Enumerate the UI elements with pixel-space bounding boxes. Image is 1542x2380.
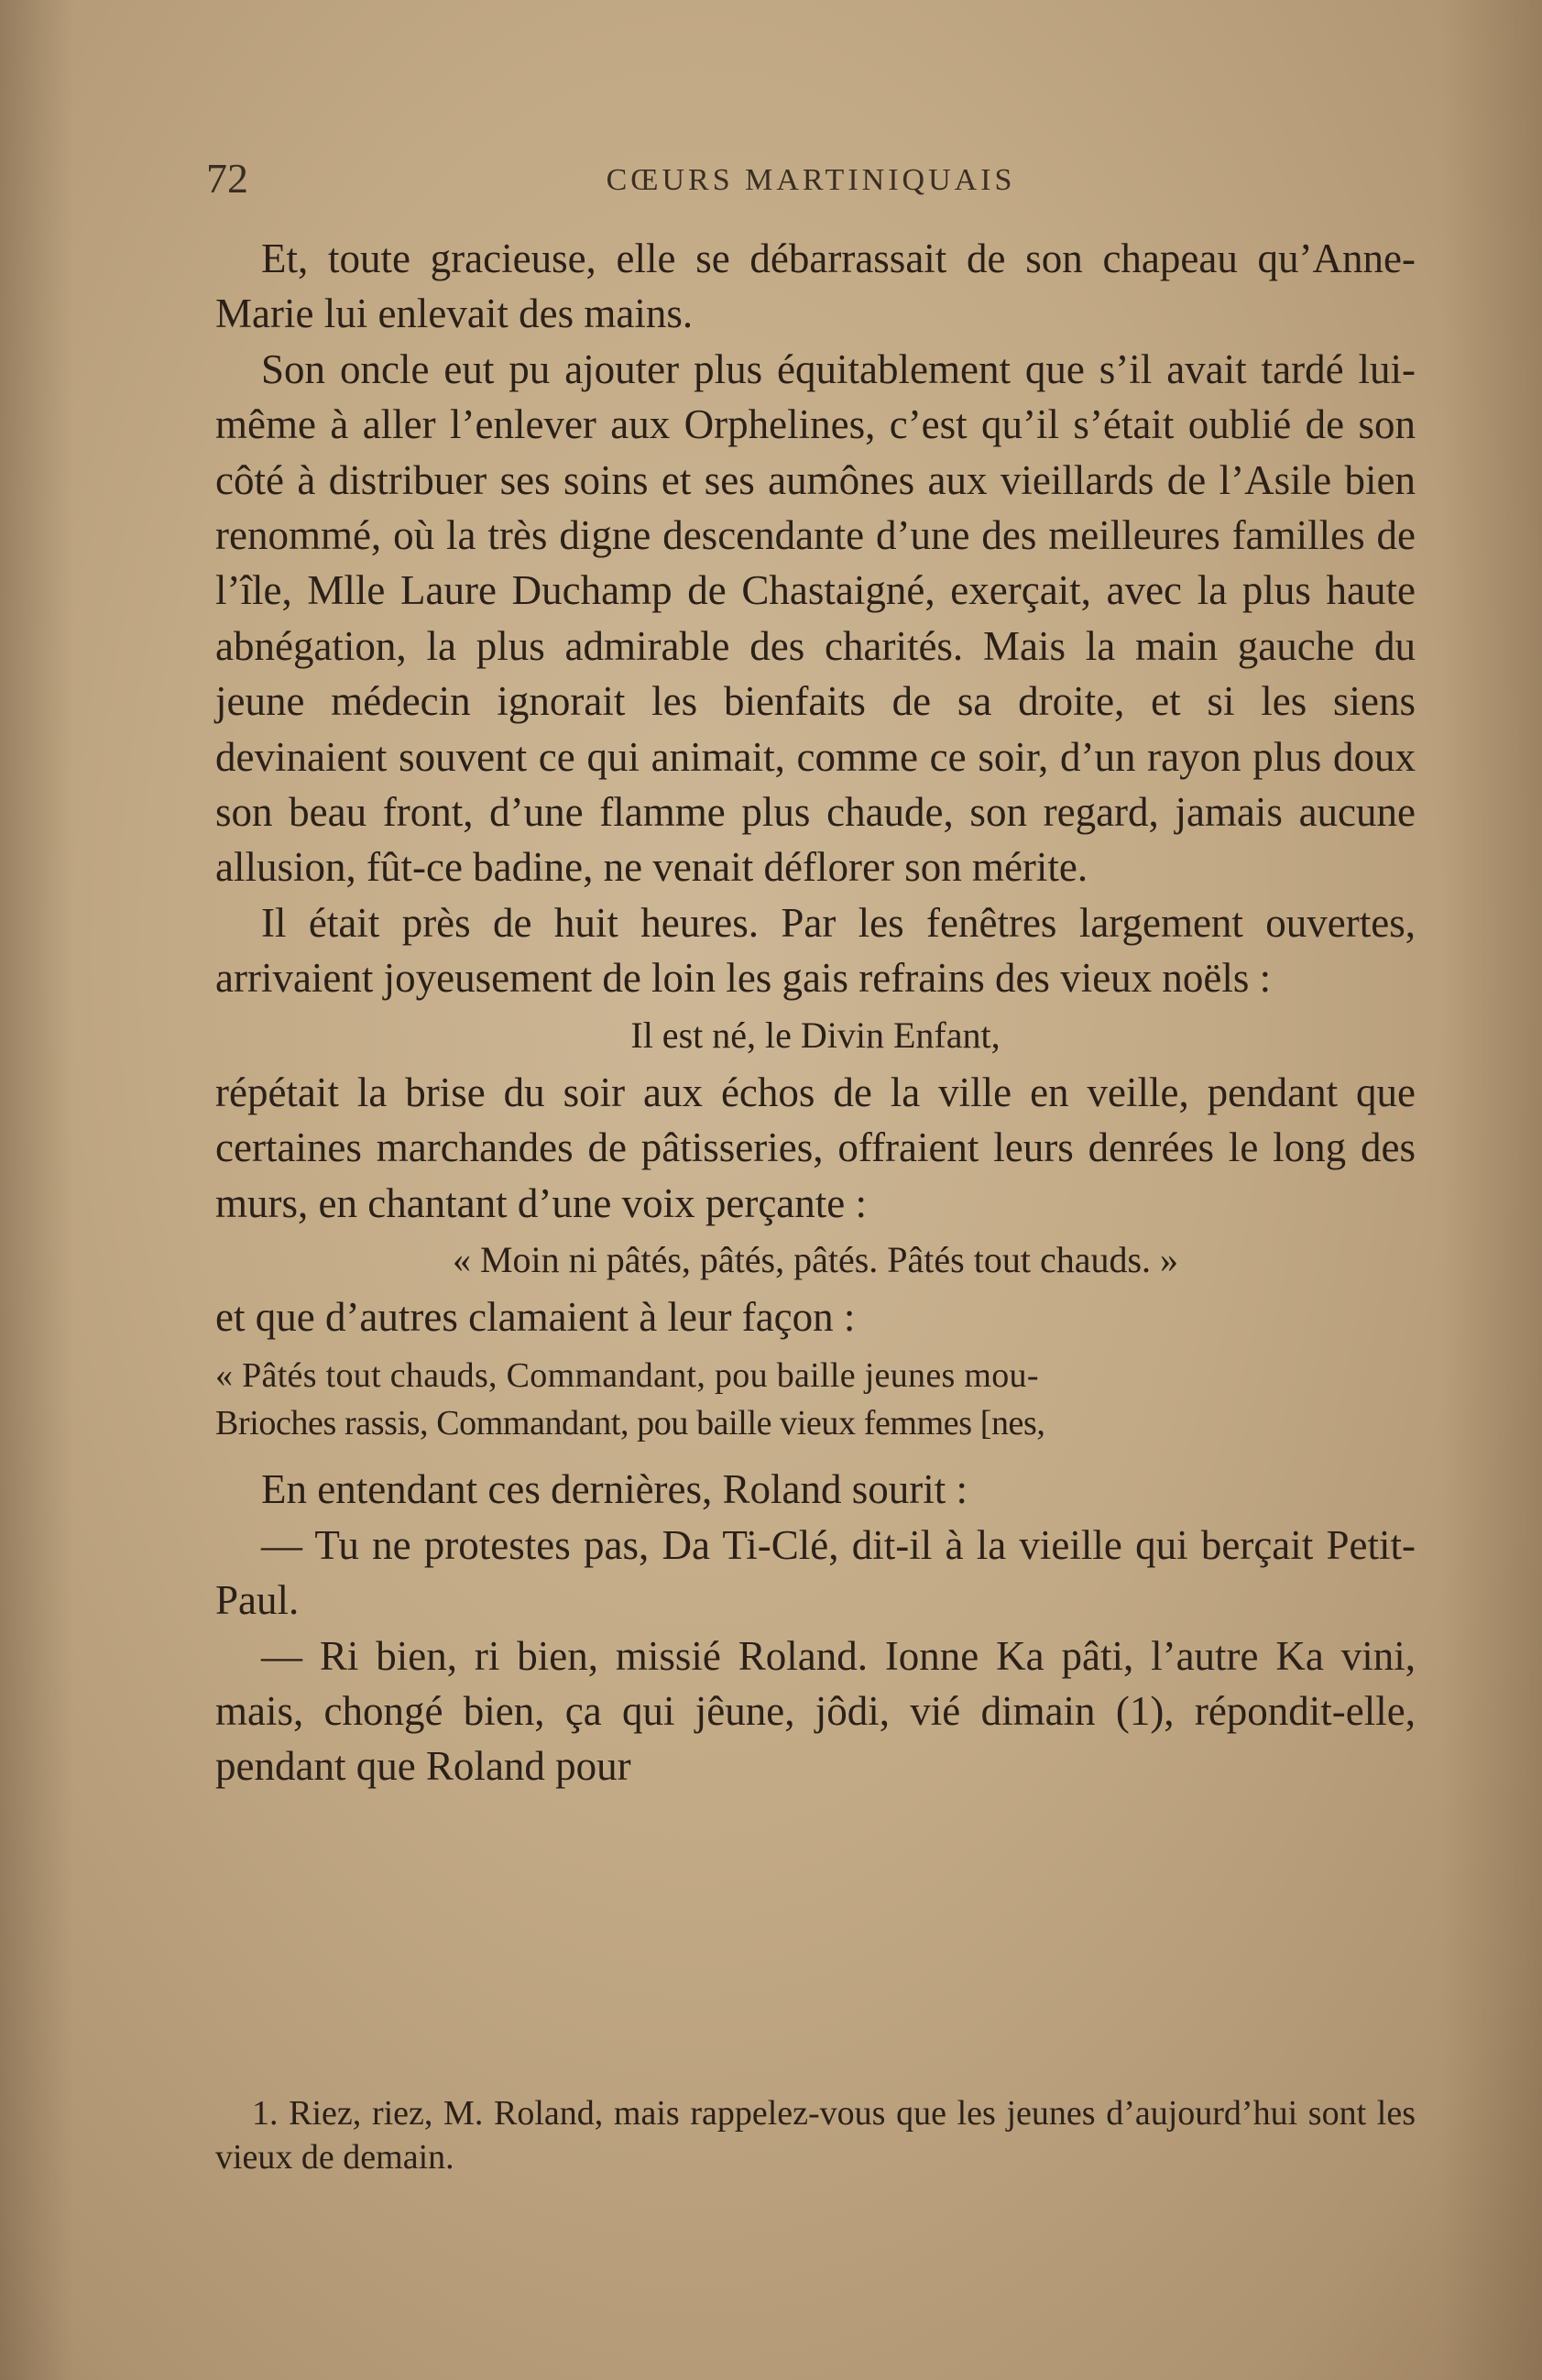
song-stanza (215, 1352, 1416, 1447)
paragraph: — Ri bien, ri bien, missié Roland. Ionne Ka pâti, l’autre Ka vini, mais, chongé bien, ça qui jêune, jôdi, vié dimain (1), répondit-elle, pendant que Roland pour (215, 1632, 1416, 1790)
footnote (215, 2091, 1416, 2179)
stanza-line: « Pâtés tout chauds, Commandant, pou baille jeunes mou- (215, 1356, 1039, 1396)
paragraph: répétait la brise du soir aux échos de la ville en veille, pendant que certaines marchandes de pâtisseries, offraient leurs denrées le long des murs, en chantant d’une voix perçante : (215, 1069, 1416, 1226)
running-title: CŒURS MARTINIQUAIS (606, 163, 1016, 197)
footnote-text: Riez, riez, M. Roland, mais rappelez-vous que les jeunes d’aujourd’hui sont les vieux de demain. (215, 2094, 1416, 2177)
page-edge-shadow-left (0, 0, 73, 2380)
song-quote: « Moin ni pâtés, pâtés, pâtés. Pâtés tout chauds. » (452, 1238, 1179, 1280)
paragraph: Son oncle eut pu ajouter plus équitablement que s’il avait tardé lui-même à aller l’enlever aux Orphelines, c’est qu’il s’était oublié de son côté à distribuer ses soins et ses aumônes aux vieillards de l’Asile bien renommé, où la très digne descendante d’une des meilleures familles de l’île, Mlle Laure Duchamp de Chastaigné, exerçait, avec la plus haute abnégation, la plus admirable des charités. Mais la main gauche du jeune médecin ignorait les bienfaits de sa droite, et si les siens devinaient souvent ce qui animait, comme ce soir, d’un rayon plus doux son beau front, d’une flamme plus chaude, son regard, jamais aucune allusion, fût-ce badine, ne venait déflorer son mérite. (215, 345, 1416, 891)
page-header (206, 154, 1416, 209)
paragraph: et que d’autres clamaient à leur façon : (215, 1293, 856, 1340)
verse-quote: Il est né, le Divin Enfant, (630, 1014, 1001, 1056)
footnote-number: 1. (252, 2094, 279, 2133)
paragraph: — Tu ne protestes pas, Da Ti-Clé, dit-il à la vieille qui berçait Petit-Paul. (215, 1521, 1416, 1624)
body-text (215, 231, 1416, 1794)
paragraph: Et, toute gracieuse, elle se débarrassait de son chapeau qu’Anne-Marie lui enlevait des mains. (215, 236, 1416, 337)
paragraph: Il était près de huit heures. Par les fenêtres largement ouvertes, arrivaient joyeusement de loin les gais refrains des vieux noëls : (215, 899, 1416, 1002)
page-edge-shadow-right (1441, 0, 1542, 2380)
stanza-line: Brioches rassis, Commandant, pou baille vieux femmes [nes, (215, 1404, 1045, 1443)
paragraph: En entendant ces dernières, Roland sourit : (261, 1466, 968, 1513)
page-number: 72 (206, 155, 248, 202)
